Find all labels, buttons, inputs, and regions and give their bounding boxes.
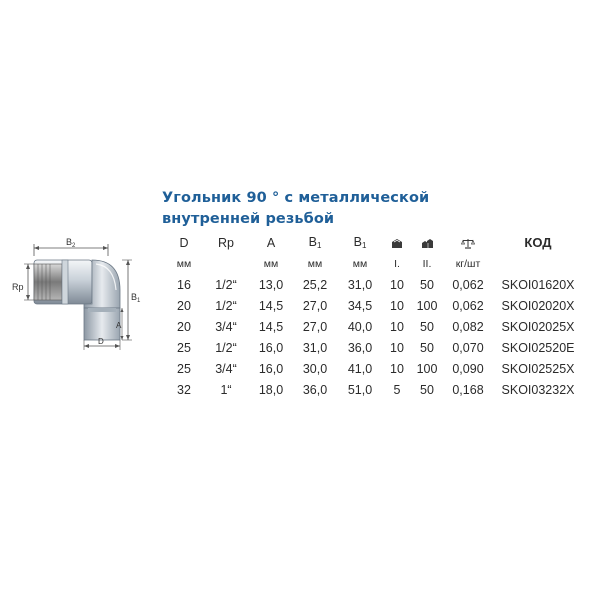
table-cell: 0,062 [452, 277, 484, 292]
unit-cell: мм [263, 257, 279, 270]
fitting-vertical-socket [84, 308, 120, 340]
table-row [165, 337, 583, 358]
label-b2-sub: 2 [72, 243, 76, 249]
label-d: D [98, 337, 104, 346]
table-cell: 1/2“ [215, 298, 237, 313]
table-cell: 50 [420, 277, 434, 292]
table-cell: 0,062 [452, 298, 484, 313]
table-cell: 13,0 [258, 277, 284, 292]
table-cell: 10 [390, 277, 404, 292]
unit-cell: мм [176, 257, 192, 270]
table-cell: 50 [420, 340, 434, 355]
unit-cell [203, 253, 249, 274]
label-b1-sub: 1 [137, 298, 141, 304]
table-row [165, 274, 583, 295]
table-header-row [165, 232, 583, 253]
label-b2-main: B [66, 237, 73, 247]
table-cell: 30,0 [302, 361, 328, 376]
table-cell: 25 [177, 340, 191, 355]
table-cell: 36,0 [302, 382, 328, 397]
package-pair-icon [421, 238, 434, 249]
unit-cell: мм [307, 257, 323, 270]
product-code-cell: SKOI03232X [501, 382, 575, 397]
table-cell: 1“ [220, 382, 232, 397]
table-cell: 16,0 [258, 340, 284, 355]
table-cell: 27,0 [302, 319, 328, 334]
header-a: A [266, 235, 276, 250]
table-cell: 25 [177, 361, 191, 376]
header-weight [443, 232, 493, 253]
unit-cell: мм [352, 257, 368, 270]
table-cell: 16,0 [258, 361, 284, 376]
table-cell: 20 [177, 319, 191, 334]
header-package-single [383, 232, 411, 253]
table-cell: 10 [390, 319, 404, 334]
table-row [165, 316, 583, 337]
table-cell: 100 [416, 361, 438, 376]
product-title-line-2: внутренней резьбой [162, 211, 335, 227]
fitting-horizontal-socket [34, 260, 92, 304]
scale-icon [461, 238, 475, 249]
product-code-cell: SKOI02520E [501, 340, 575, 355]
dimension-b1 [122, 260, 141, 340]
table-cell: 10 [390, 298, 404, 313]
table-cell: 0,090 [452, 361, 484, 376]
table-cell: 1/2“ [215, 340, 237, 355]
header-rp: Rp [218, 235, 234, 250]
table-cell: 20 [177, 298, 191, 313]
product-code-cell: SKOI02525X [501, 361, 575, 376]
table-cell: 32 [177, 382, 191, 397]
header-b1-second: $B_1$ [353, 235, 367, 250]
label-a: A [116, 321, 122, 330]
table-cell: 18,0 [258, 382, 284, 397]
unit-cell: I. [394, 257, 400, 270]
table-cell: 31,0 [347, 277, 373, 292]
label-rp: Rp [12, 282, 24, 292]
unit-cell: кг/шт [455, 257, 481, 270]
specification-table [165, 232, 583, 400]
table-cell: 14,5 [258, 298, 284, 313]
table-cell: 27,0 [302, 298, 328, 313]
elbow-fitting-drawing [12, 234, 142, 354]
header-package-double [411, 232, 443, 253]
product-code-cell: SKOI01620X [501, 277, 575, 292]
table-cell: 3/4“ [215, 361, 237, 376]
table-cell: 1/2“ [215, 277, 237, 292]
table-cell: 31,0 [302, 340, 328, 355]
header-b1-first: $B_1$ [308, 235, 322, 250]
table-cell: 50 [420, 319, 434, 334]
label-b1-main: B [131, 292, 138, 302]
table-cell: 50 [420, 382, 434, 397]
dimension-b2 [34, 237, 108, 256]
table-cell: 5 [393, 382, 401, 397]
table-cell: 10 [390, 340, 404, 355]
table-cell: 100 [416, 298, 438, 313]
product-title-line-1: Угольник 90 ° с металлической [162, 190, 430, 206]
table-row [165, 358, 583, 379]
table-cell: 16 [177, 277, 191, 292]
table-cell: 10 [390, 361, 404, 376]
svg-text:B2 [66, 237, 76, 249]
header-d: D [179, 235, 189, 250]
table-cell: 51,0 [347, 382, 373, 397]
product-code-cell: SKOI02025X [501, 319, 575, 334]
table-row [165, 295, 583, 316]
table-cell: 40,0 [347, 319, 373, 334]
dimension-rp [12, 264, 34, 300]
table-cell: 3/4“ [215, 319, 237, 334]
svg-text:B1 [131, 292, 141, 304]
table-cell: 0,082 [452, 319, 484, 334]
unit-cell [493, 253, 583, 274]
package-icon [391, 238, 403, 249]
table-units-row [165, 253, 583, 274]
table-cell: 41,0 [347, 361, 373, 376]
table-cell: 36,0 [347, 340, 373, 355]
table-cell: 0,070 [452, 340, 484, 355]
table-cell: 14,5 [258, 319, 284, 334]
unit-cell: II. [422, 257, 432, 270]
table-cell: 0,168 [452, 382, 484, 397]
table-cell: 34,5 [347, 298, 373, 313]
table-row [165, 379, 583, 400]
table-cell: 25,2 [302, 277, 328, 292]
product-title [162, 188, 429, 230]
product-code-cell: SKOI02020X [501, 298, 575, 313]
header-code: КОД [524, 235, 552, 250]
